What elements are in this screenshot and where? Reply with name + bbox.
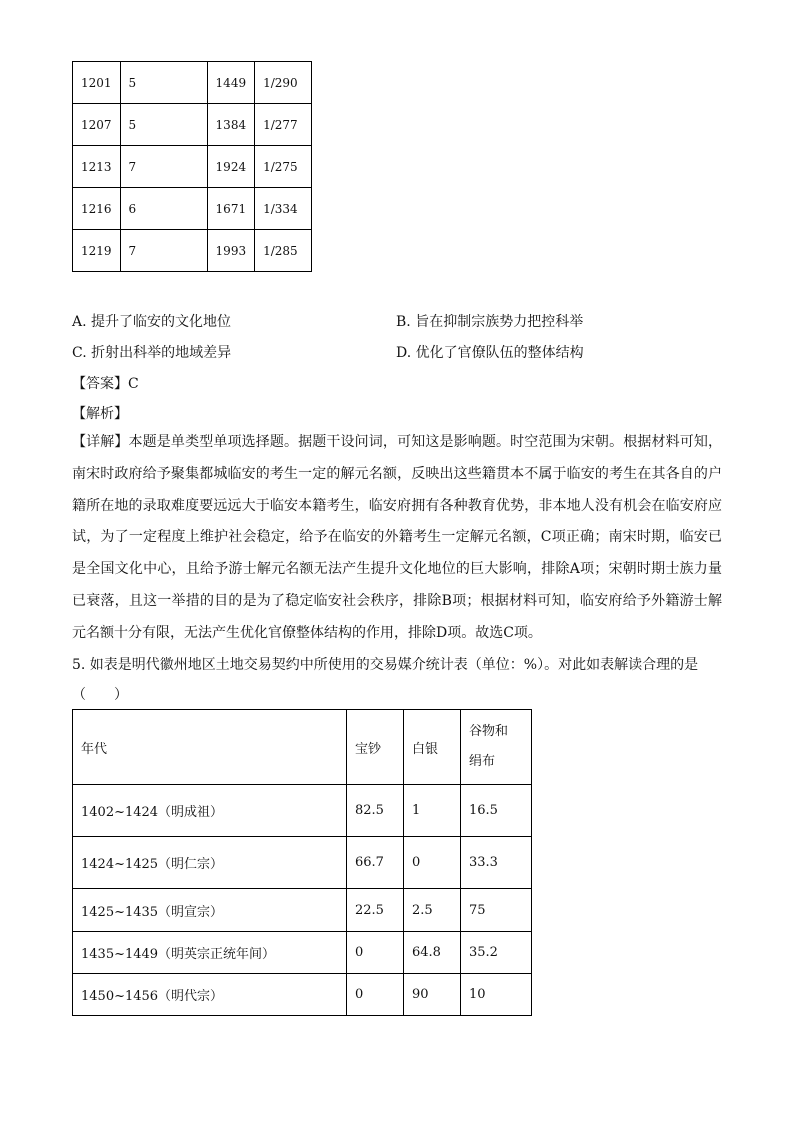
table-cell: 1424~1425（明仁宗）	[73, 837, 347, 889]
table-cell: 75	[461, 889, 532, 932]
table-cell: 5	[120, 104, 207, 146]
cell-value: 82.5	[355, 803, 384, 818]
table-cell: 1384	[207, 104, 255, 146]
table-cell: 1/275	[255, 146, 312, 188]
header-grain-line2: 绢布	[469, 754, 496, 769]
table-row	[73, 230, 312, 272]
table-cell: 1	[404, 785, 461, 837]
table-cell: 10	[461, 974, 532, 1016]
header-era: 年代	[73, 710, 347, 785]
table-cell: 5	[120, 62, 207, 104]
table-row	[73, 62, 312, 104]
table-cell: 6	[120, 188, 207, 230]
table-cell: 1/277	[255, 104, 312, 146]
table-cell: 0	[404, 837, 461, 889]
table-cell: 35.2	[461, 932, 532, 974]
table-cell: 0	[347, 932, 404, 974]
table-cell: 1213	[73, 146, 121, 188]
trade-medium-table	[72, 709, 532, 1016]
question-5-paren: （ ）	[72, 687, 128, 703]
table-header-row	[73, 710, 532, 785]
table-cell: 66.7	[347, 837, 404, 889]
cell-value: 33.3	[469, 855, 498, 870]
table-row	[73, 889, 532, 932]
exam-quota-table	[72, 61, 312, 272]
analysis-label: 【解析】	[72, 406, 128, 422]
option-b: B. 旨在抑制宗族势力把控科举	[396, 314, 584, 330]
table-cell: 1993	[207, 230, 255, 272]
table-cell: 64.8	[404, 932, 461, 974]
option-c: C. 折射出科举的地域差异	[72, 345, 232, 361]
header-silver: 白银	[404, 710, 461, 785]
table-cell: 1924	[207, 146, 255, 188]
table-cell: 1/334	[255, 188, 312, 230]
table-cell: 1671	[207, 188, 255, 230]
table-cell: 2.5	[404, 889, 461, 932]
answer-line: 【答案】C	[72, 376, 139, 392]
option-a: A. 提升了临安的文化地位	[72, 314, 232, 330]
table-row	[73, 932, 532, 974]
table-cell: 1450~1456（明代宗）	[73, 974, 347, 1016]
table-cell: 1219	[73, 230, 121, 272]
table-cell: 1/285	[255, 230, 312, 272]
table-cell: 1402~1424（明成祖）	[73, 785, 347, 837]
table-cell: 16.5	[461, 785, 532, 837]
table-row	[73, 974, 532, 1016]
header-grain-line1: 谷物和	[469, 724, 509, 739]
table-cell: 7	[120, 230, 207, 272]
table-cell: 1207	[73, 104, 121, 146]
table-cell: 1/290	[255, 62, 312, 104]
table-cell: 1435~1449（明英宗正统年间）	[73, 932, 347, 974]
table-row	[73, 188, 312, 230]
table-cell: 7	[120, 146, 207, 188]
detail-explanation: 【详解】本题是单类型单项选择题。据题干设问词，可知这是影响题。时空范围为宋朝。根据材料可知，南宋时政府给予聚集都城临安的考生一定的解元名额，反映出这些籍贯本不属于临安的考生在其各自的户籍所在地的录取难度要远远大于临安本籍考生，临安府拥有各种教育优势，非本地人没有机会在临安府应试，为了一定程度上维护社会稳定，给予在临安的外籍考生一定解元名额，C项正确；南宋时期，临安已是全国文化中心，且给予游士解元名额无法产生提升文化地位的巨大影响，排除A项；宋朝时期士族力量已衰落，且这一举措的目的是为了稳定临安社会秩序，排除B项；根据材料可知，临安府给予外籍游士解元名额十分有限，无法产生优化官僚整体结构的作用，排除D项。故选C项。	[72, 434, 722, 641]
table-row	[73, 785, 532, 837]
table-cell: 1425~1435（明宣宗）	[73, 889, 347, 932]
header-grain-cloth	[461, 710, 532, 785]
table-row	[73, 104, 312, 146]
table-cell: 90	[404, 974, 461, 1016]
table-cell: 1449	[207, 62, 255, 104]
question-5-stem: 5. 如表是明代徽州地区土地交易契约中所使用的交易媒介统计表（单位：%）。对此如表解读合理的是	[72, 657, 699, 673]
option-d: D. 优化了官僚队伍的整体结构	[396, 345, 584, 361]
table-cell	[347, 785, 404, 837]
table-cell	[461, 837, 532, 889]
table-cell: 22.5	[347, 889, 404, 932]
table-cell: 1216	[73, 188, 121, 230]
header-baochao: 宝钞	[347, 710, 404, 785]
table-cell: 0	[347, 974, 404, 1016]
table-cell: 1201	[73, 62, 121, 104]
table-row	[73, 146, 312, 188]
table-row	[73, 837, 532, 889]
